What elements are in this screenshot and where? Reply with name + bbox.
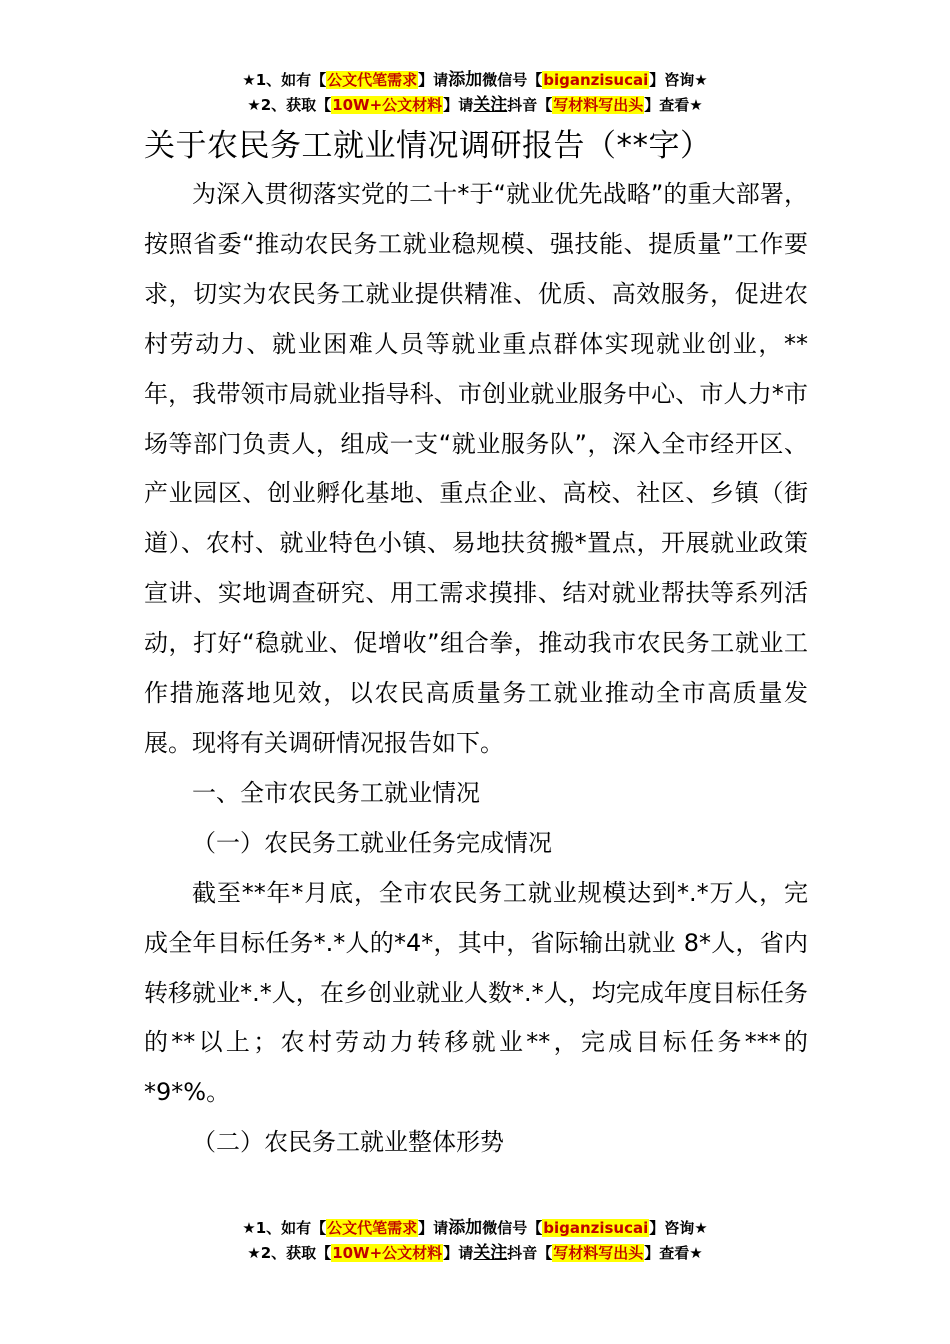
promo-text: ★2、获取【 xyxy=(247,1244,332,1262)
promo-banner-bottom xyxy=(0,1216,950,1266)
subsection-heading: （一）农民务工就业任务完成情况 xyxy=(192,828,552,857)
promo-emphasis: 关注 xyxy=(473,95,508,115)
promo-douyin-id: 写材料写出头 xyxy=(553,96,644,114)
promo-line-1 xyxy=(0,68,950,93)
subsection-heading: （二）农民务工就业整体形势 xyxy=(192,1128,504,1157)
promo-highlight: 公文代笔需求 xyxy=(327,1219,418,1237)
promo-emphasis: 添加 xyxy=(448,70,483,90)
promo-banner-top xyxy=(0,68,950,118)
promo-line-2 xyxy=(0,93,950,118)
promo-text: ★1、如有【 xyxy=(242,1219,327,1237)
promo-highlight: 10W+公文材料 xyxy=(332,1244,443,1262)
promo-text: 】查看★ xyxy=(644,1244,703,1262)
promo-text: 】请 xyxy=(443,1244,474,1262)
promo-text: 抖音【 xyxy=(507,96,553,114)
promo-text: 】咨询★ xyxy=(649,71,708,89)
promo-douyin-id: 写材料写出头 xyxy=(553,1244,644,1262)
promo-text: 抖音【 xyxy=(507,1244,553,1262)
promo-text: ★2、获取【 xyxy=(247,96,332,114)
promo-wechat-id: biganzisucai xyxy=(543,1219,649,1237)
document-body xyxy=(144,170,808,1168)
promo-text: 】咨询★ xyxy=(649,1219,708,1237)
promo-text: 】请 xyxy=(443,96,474,114)
promo-emphasis: 关注 xyxy=(473,1243,508,1263)
promo-highlight: 公文代笔需求 xyxy=(327,71,418,89)
intro-paragraph: 为深入贯彻落实党的二十*于“就业优先战略”的重大部署，按照省委“推动农民务工就业稳规模、强技能、提质量”工作要求，切实为农民务工就业提供精准、优质、高效服务，促进农村劳动力、就业困难人员等就业重点群体实现就业创业，**年，我带领市局就业指导科、市创业就业服务中心、市人力*市场等部门负责人，组成一支“就业服务队”，深入全市经开区、产业园区、创业孵化基地、重点企业、高校、社区、乡镇（街道）、农村、就业特色小镇、易地扶贫搬*置点，开展就业政策宣讲、实地调查研究、用工需求摸排、结对就业帮扶等系列活动，打好“稳就业、促增收”组合拳，推动我市农民务工就业工作措施落地见效，以农民高质量务工就业推动全市高质量发展。现将有关调研情况报告如下。 xyxy=(144,180,808,757)
promo-text: 微信号【 xyxy=(482,71,543,89)
promo-text: ★1、如有【 xyxy=(242,71,327,89)
promo-text: 微信号【 xyxy=(482,1219,543,1237)
promo-wechat-id: biganzisucai xyxy=(543,71,649,89)
promo-line-1 xyxy=(0,1216,950,1241)
section-heading: 一、全市农民务工就业情况 xyxy=(192,778,480,807)
promo-text: 】请 xyxy=(418,71,449,89)
subsection-paragraph: 截至**年*月底，全市农民务工就业规模达到*.*万人，完成全年目标任务*.*人的*4*，其中，省际输出就业 8*人，省内转移就业*.*人，在乡创业就业人数*.*人，均完成年度目标任务的**以上；农村劳动力转移就业**，完成目标任务***的*9*%。 xyxy=(144,878,808,1107)
document-title: 关于农民务工就业情况调研报告（**字） xyxy=(144,128,712,164)
promo-line-2 xyxy=(0,1241,950,1266)
promo-text: 】查看★ xyxy=(644,96,703,114)
promo-emphasis: 添加 xyxy=(448,1218,483,1238)
promo-text: 】请 xyxy=(418,1219,449,1237)
promo-highlight: 10W+公文材料 xyxy=(332,96,443,114)
